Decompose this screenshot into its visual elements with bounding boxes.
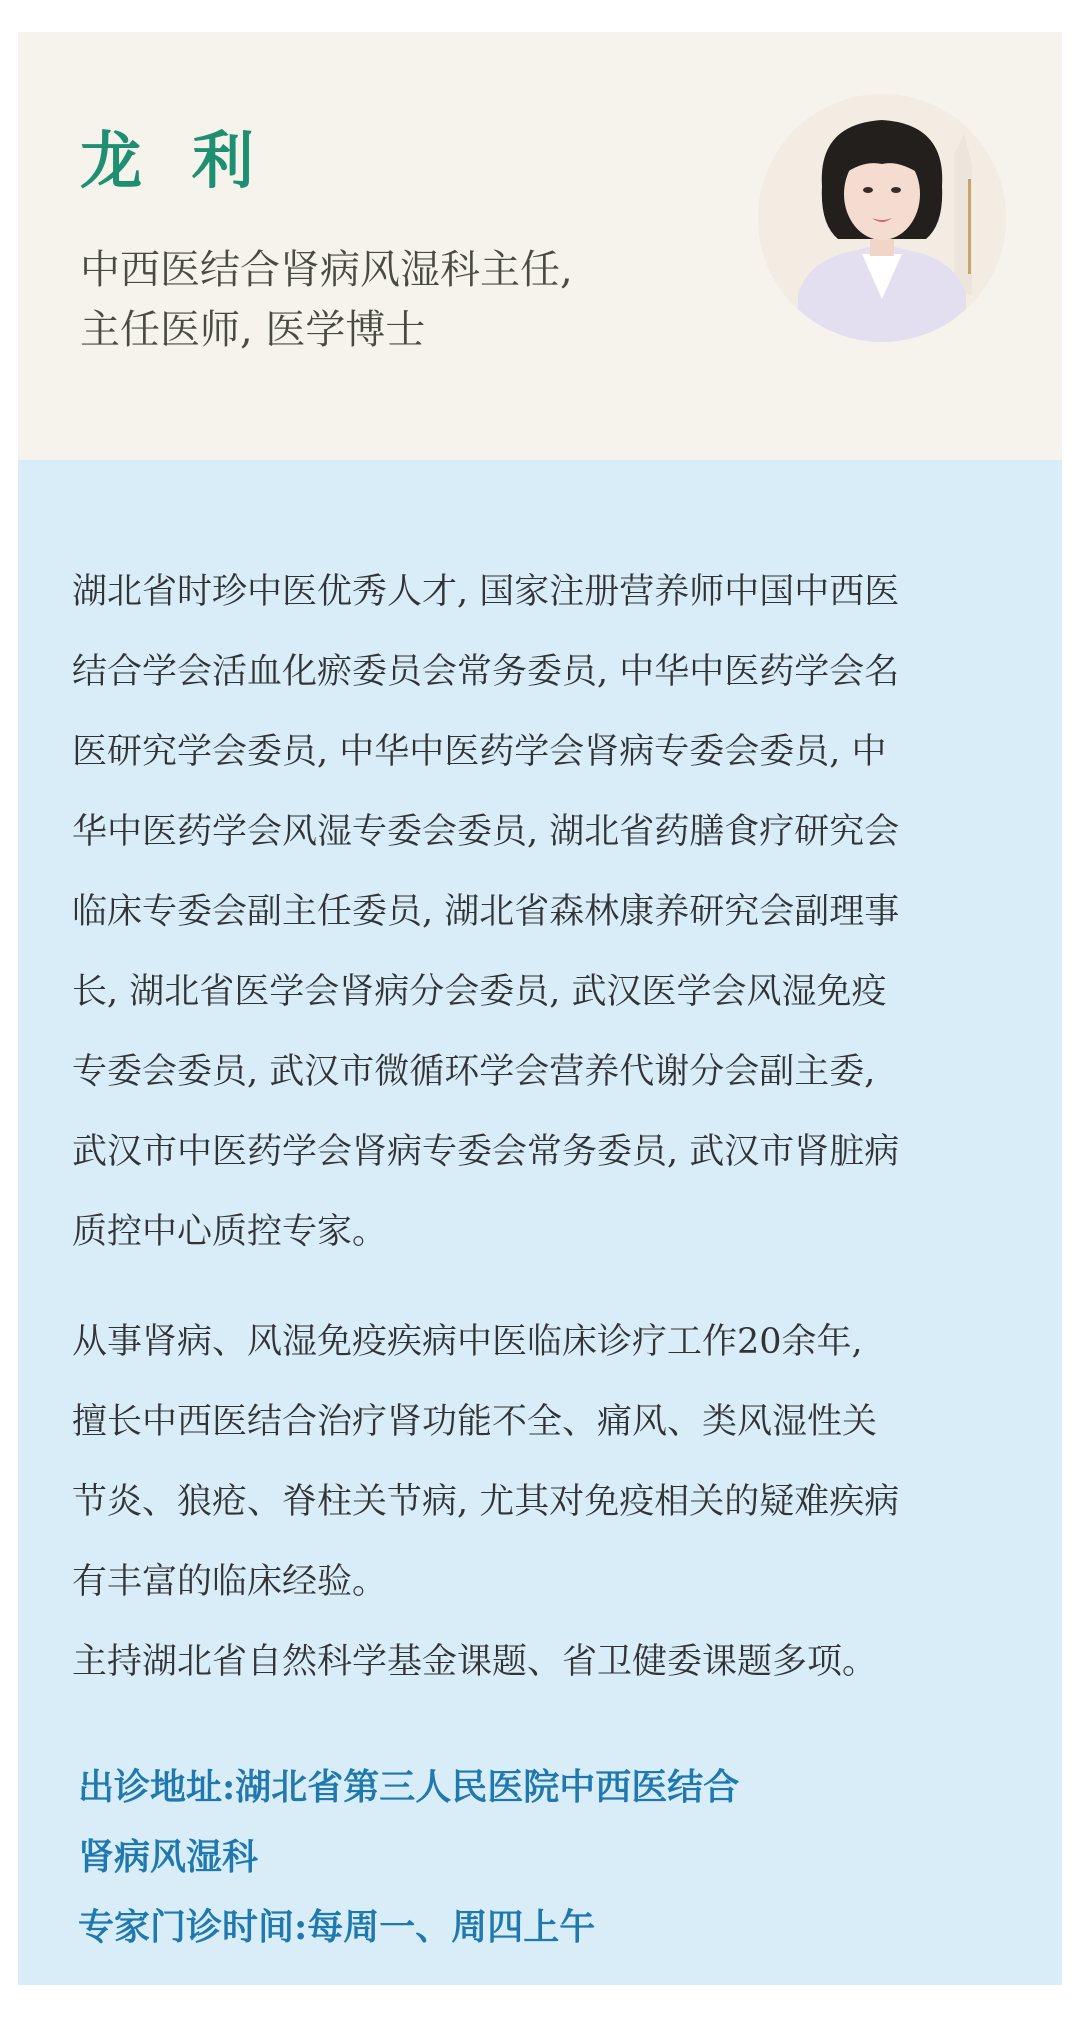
bio-paragraph-2 — [72, 1302, 1022, 1702]
bio-line: 专委会委员, 武汉市微循环学会营养代谢分会副主委, — [72, 1052, 876, 1092]
clinic-schedule: 专家门诊时间:每周一、周四上午 — [78, 1906, 596, 1948]
bio-line: 主持湖北省自然科学基金课题、省卫健委课题多项。 — [72, 1642, 878, 1682]
bio-line: 武汉市中医药学会肾病专委会常务委员, 武汉市肾脏病 — [72, 1132, 900, 1172]
portrait-icon — [758, 94, 1006, 342]
doctor-name: 龙 利 — [80, 124, 268, 197]
doctor-profile-card — [18, 32, 1062, 1985]
title-line: 中西医结合肾病风湿科主任, — [80, 247, 573, 293]
bio-line: 擅长中西医结合治疗肾功能不全、痛风、类风湿性关 — [72, 1402, 878, 1442]
bio-line: 质控中心质控专家。 — [72, 1212, 388, 1252]
doctor-title — [80, 240, 700, 360]
bio-line: 节炎、狼疮、脊柱关节病, 尤其对免疫相关的疑难疾病 — [72, 1482, 900, 1522]
doctor-photo — [758, 94, 1006, 342]
clinic-address: 出诊地址:湖北省第三人民医院中西医结合 — [78, 1766, 740, 1808]
profile-body — [18, 460, 1062, 1985]
bio-line: 医研究学会委员, 中华中医药学会肾病专委会委员, 中 — [72, 732, 887, 772]
bio-line: 长, 湖北省医学会肾病分会委员, 武汉医学会风湿免疫 — [72, 972, 887, 1012]
bio-line: 临床专委会副主任委员, 湖北省森林康养研究会副理事 — [72, 892, 900, 932]
bio-line: 从事肾病、风湿免疫疾病中医临床诊疗工作20余年, — [72, 1322, 863, 1362]
bio-line: 湖北省时珍中医优秀人才, 国家注册营养师中国中西医 — [72, 572, 900, 612]
title-line: 主任医师, 医学博士 — [80, 307, 426, 353]
bio-line: 华中医药学会风湿专委会委员, 湖北省药膳食疗研究会 — [72, 812, 900, 852]
bio-line: 结合学会活血化瘀委员会常务委员, 中华中医药学会名 — [72, 652, 900, 692]
clinic-info — [78, 1752, 1028, 1962]
profile-header — [18, 32, 1062, 460]
bio-paragraph-1 — [72, 552, 1022, 1272]
bio-line: 有丰富的临床经验。 — [72, 1562, 388, 1602]
clinic-address-cont: 肾病风湿科 — [78, 1836, 259, 1878]
